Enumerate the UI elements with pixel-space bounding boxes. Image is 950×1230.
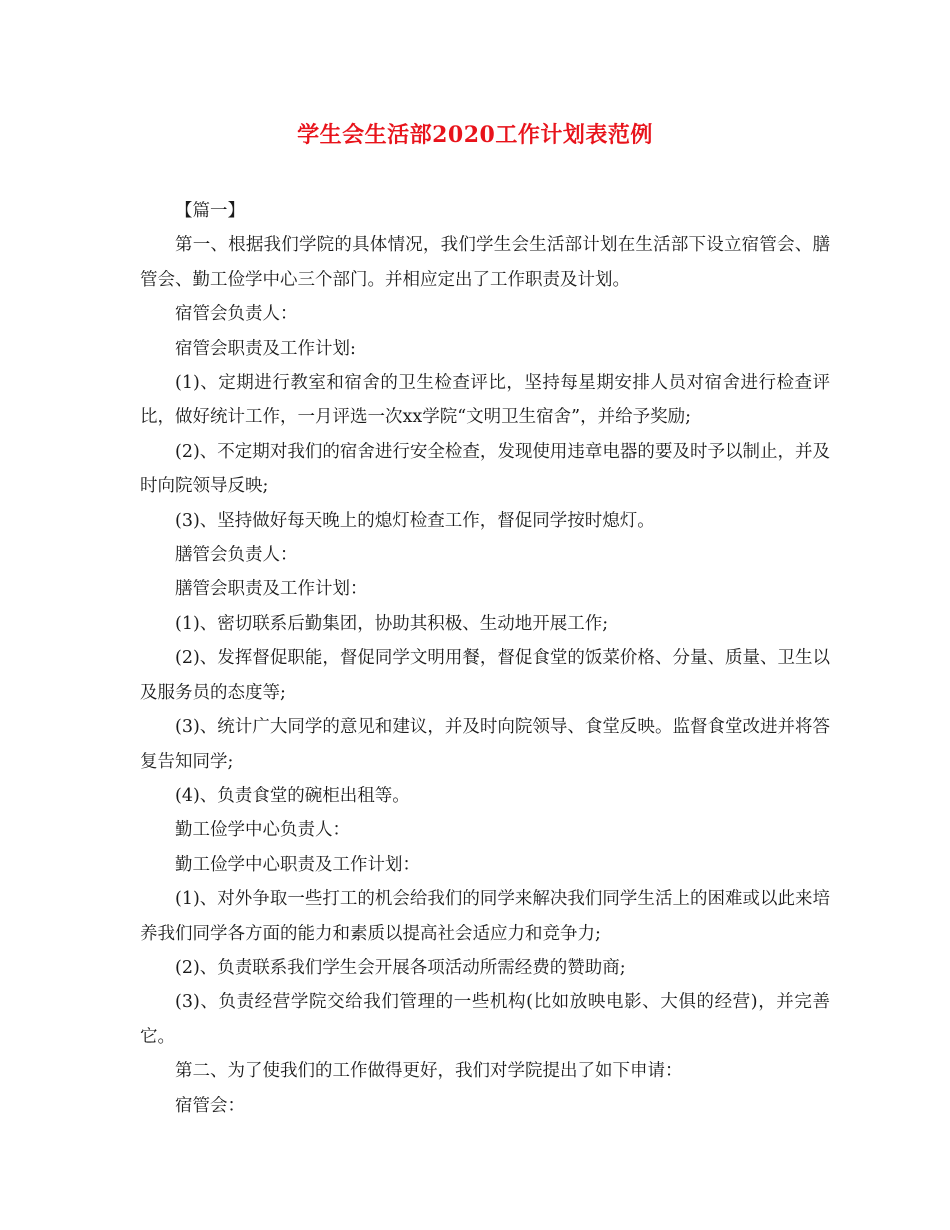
paragraph: (2)、不定期对我们的宿舍进行安全检查，发现使用违章电器的要及时予以制止，并及时向院领导反映; [140, 441, 830, 497]
paragraph: 勤工俭学中心负责人： [175, 820, 350, 841]
paragraph: (4)、负责食堂的碗柜出租等。 [175, 785, 410, 806]
document-body [140, 194, 830, 1123]
paragraph: 膳管会职责及工作计划： [175, 579, 368, 600]
paragraph: 第二、为了使我们的工作做得更好，我们对学院提出了如下申请： [175, 1061, 683, 1082]
paragraph: (3)、坚持做好每天晚上的熄灯检查工作，督促同学按时熄灯。 [175, 510, 655, 531]
paragraph: 宿管会： [175, 1095, 245, 1116]
document-title: 学生会生活部2020工作计划表范例 [297, 122, 653, 148]
paragraph: (2)、发挥督促职能，督促同学文明用餐，督促食堂的饭菜价格、分量、质量、卫生以及服务员的态度等; [140, 648, 830, 703]
paragraph: (1)、对外争取一些打工的机会给我们的同学来解决我们同学生活上的困难或以此来培养我们同学各方面的能力和素质以提高社会适应力和竞争力; [140, 889, 830, 944]
paragraph: 膳管会负责人： [175, 545, 298, 566]
paragraph: (3)、负责经营学院交给我们管理的一些机构(比如放映电影、大俱的经营)，并完善它。 [140, 992, 830, 1047]
paragraph: 宿管会负责人： [175, 304, 298, 325]
paragraph: (1)、定期进行教室和宿舍的卫生检查评比，坚持每星期安排人员对宿舍进行检查评比，做好统计工作，一月评选一次xx学院“文明卫生宿舍”，并给予奖励; [140, 373, 830, 428]
paragraph: 第一、根据我们学院的具体情况，我们学生会生活部计划在生活部下设立宿管会、膳管会、勤工俭学中心三个部门。并相应定出了工作职责及计划。 [140, 235, 830, 290]
paragraph: (3)、统计广大同学的意见和建议，并及时向院领导、食堂反映。监督食堂改进并将答复告知同学; [140, 717, 830, 772]
paragraph: (2)、负责联系我们学生会开展各项活动所需经费的赞助商; [175, 957, 626, 978]
paragraph: 宿管会职责及工作计划: [175, 338, 356, 359]
paragraph: 勤工俭学中心职责及工作计划： [175, 854, 420, 875]
paragraph: (1)、密切联系后勤集团，协助其积极、生动地开展工作; [175, 613, 609, 634]
section-heading: 【篇一】 [175, 201, 245, 221]
